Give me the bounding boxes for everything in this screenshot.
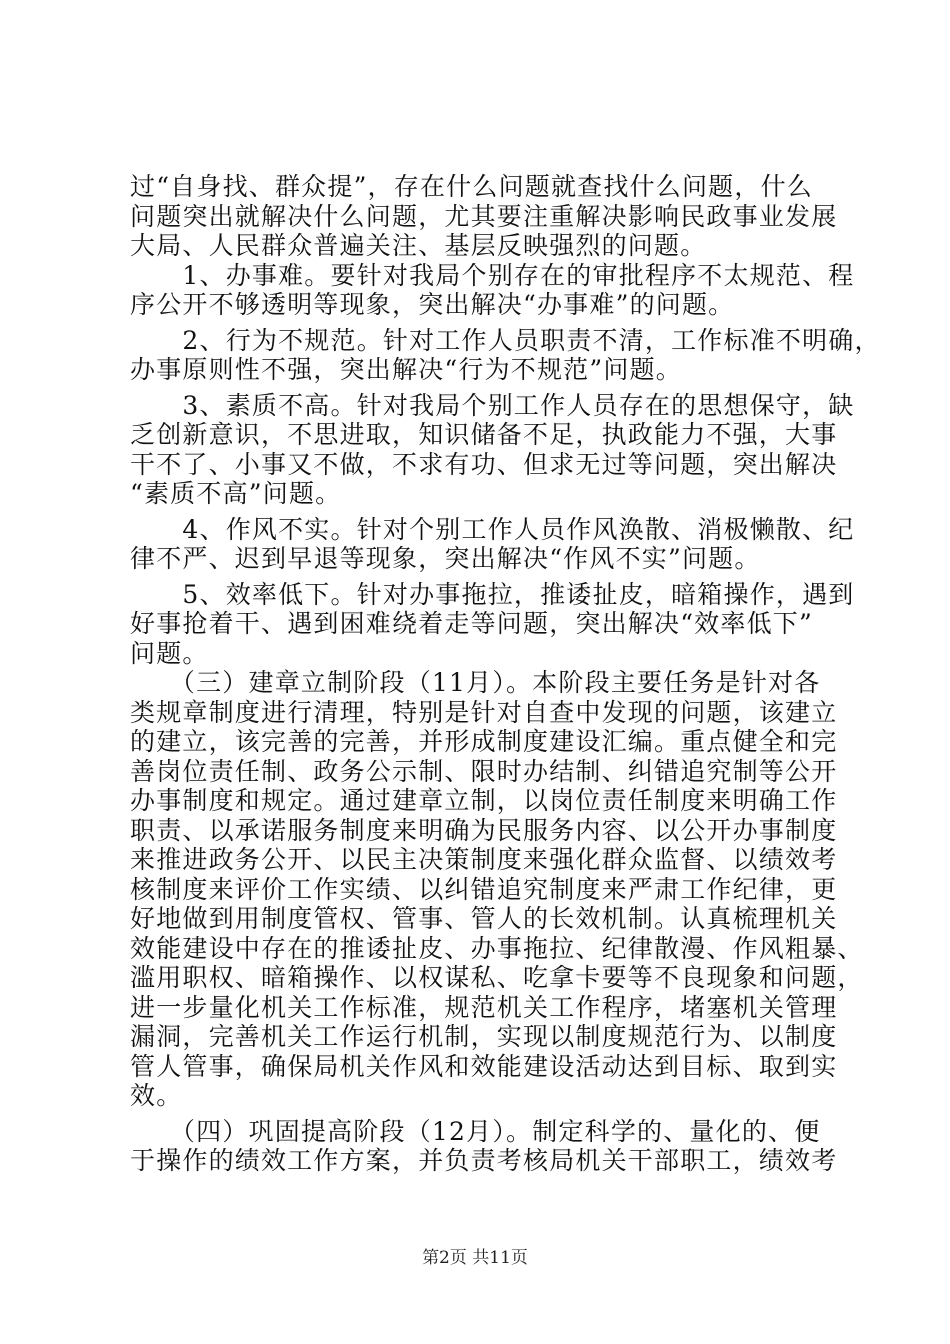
text-line: “素质不高”问题。 bbox=[130, 479, 342, 508]
text-line: 办事制度和规定。通过建章立制，以岗位责任制度来明确工作 bbox=[130, 786, 838, 815]
text-line: 善岗位责任制、政务公示制、限时办结制、纠错追究制等公开 bbox=[130, 756, 838, 786]
text-line: 效能建设中存在的推诿扯皮、办事拖拉、纪律散漫、作风粗暴、 bbox=[130, 933, 864, 963]
text-line: 管人管事，确保局机关作风和效能建设活动达到目标、取到实 bbox=[130, 1051, 838, 1081]
text-line: 滥用职权、暗箱操作、以权谋私、吃拿卡要等不良现象和问题， bbox=[130, 963, 864, 992]
text-line: 1、办事难。要针对我局个别存在的审批程序不太规范、程 bbox=[130, 260, 855, 290]
text-line: 类规章制度进行清理，特别是针对自查中发现的问题，该建立 bbox=[130, 697, 838, 727]
text-line: 好地做到用制度管权、管事、管人的长效机制。认真梳理机关 bbox=[130, 904, 838, 933]
text-line: 4、作风不实。针对个别工作人员作风涣散、消极懒散、纪 bbox=[130, 514, 855, 544]
text-line: 好事抢着干、遇到困难绕着走等问题，突出解决“效率低下” bbox=[130, 609, 813, 638]
text-line: 3、素质不高。针对我局个别工作人员存在的思想保守，缺 bbox=[130, 390, 855, 420]
text-line: 的建立，该完善的完善，并形成制度建设汇编。重点健全和完 bbox=[130, 727, 838, 756]
text-line: 律不严、迟到早退等现象，突出解决“作风不实”问题。 bbox=[130, 544, 761, 573]
text-line: 职责、以承诺服务制度来明确为民服务内容、以公开办事制度 bbox=[130, 815, 838, 845]
text-line: 过“自身找、群众提”，存在什么问题就查找什么问题，什么 bbox=[130, 172, 813, 201]
text-line: 进一步量化机关工作标准，规范机关工作程序，堵塞机关管理 bbox=[130, 992, 838, 1022]
text-line: （三）建章立制阶段（11月）。本阶段主要任务是针对各 bbox=[130, 668, 821, 697]
document-body bbox=[130, 172, 881, 1176]
text-line: 问题。 bbox=[130, 638, 209, 668]
text-line: 问题突出就解决什么问题，尤其要注重解决影响民政事业发展 bbox=[130, 201, 838, 231]
text-line: （四）巩固提高阶段（12月）。制定科学的、量化的、便 bbox=[130, 1116, 821, 1146]
text-line: 核制度来评价工作实绩、以纠错追究制度来严肃工作纪律，更 bbox=[130, 874, 838, 904]
page-number-footer: 第2页 共11页 bbox=[422, 1248, 528, 1268]
text-line: 乏创新意识，不思进取，知识储备不足，执政能力不强，大事 bbox=[130, 420, 838, 449]
text-line: 干不了、小事又不做，不求有功、但求无过等问题，突出解决 bbox=[130, 449, 838, 479]
text-line: 5、效率低下。针对办事拖拉，推诿扯皮，暗箱操作，遇到 bbox=[130, 579, 855, 609]
text-line: 效。 bbox=[130, 1081, 183, 1110]
text-line: 序公开不够透明等现象，突出解决“办事难”的问题。 bbox=[130, 290, 735, 319]
text-line: 2、行为不规范。针对工作人员职责不清，工作标准不明确， bbox=[130, 325, 881, 355]
text-line: 漏洞，完善机关工作运行机制，实现以制度规范行为、以制度 bbox=[130, 1022, 838, 1051]
text-line: 办事原则性不强，突出解决“行为不规范”问题。 bbox=[130, 355, 682, 384]
text-line: 来推进政务公开、以民主决策制度来强化群众监督、以绩效考 bbox=[130, 845, 838, 874]
text-line: 于操作的绩效工作方案，并负责考核局机关干部职工，绩效考 bbox=[130, 1146, 838, 1175]
text-line: 大局、人民群众普遍关注、基层反映强烈的问题。 bbox=[130, 231, 707, 260]
